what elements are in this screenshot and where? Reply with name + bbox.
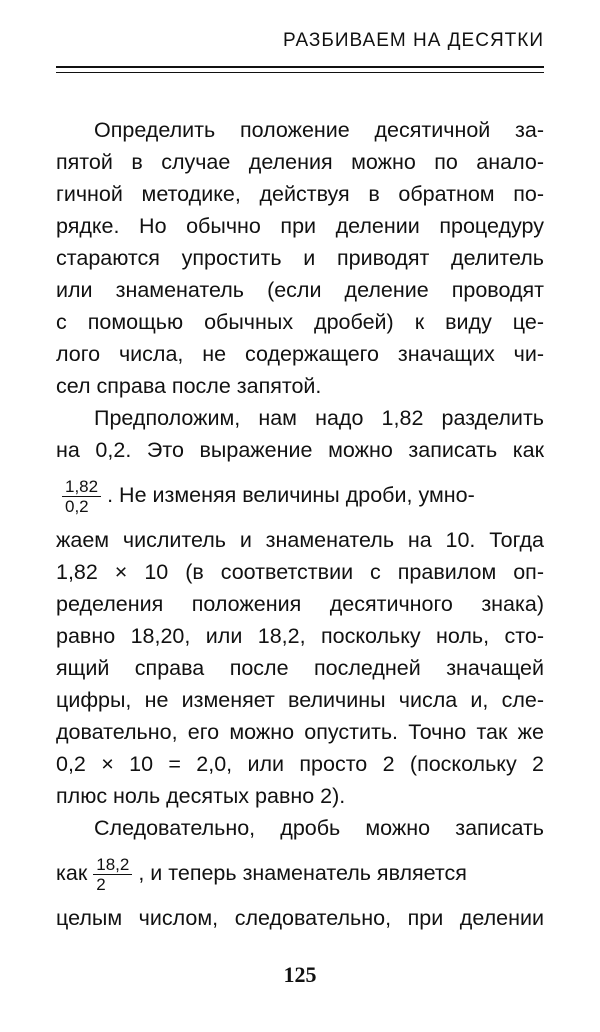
- fraction-denominator: 0,2: [65, 496, 89, 516]
- text-line: цифры, не изменяет величины числа и, сле-: [56, 688, 544, 712]
- text-line: довательно, его можно опустить. Точно так же: [56, 720, 544, 744]
- fraction-numerator: 18,2: [93, 855, 132, 875]
- text-line: ределения положения десятичного знака): [56, 592, 544, 616]
- text-line: ящий справа после последней значащей: [56, 656, 544, 680]
- text-line: Определить положение десятичной за-: [94, 118, 544, 142]
- text-line-with-fraction: [56, 466, 544, 524]
- header-rule-thin: [56, 72, 544, 73]
- text-line: лого числа, не содержащего значащих чи-: [56, 342, 544, 366]
- text-line: плюс ноль десятых равно 2).: [56, 784, 346, 808]
- text-line: стараются упростить и приводят делитель: [56, 246, 544, 270]
- text-line: жаем числитель и знаменатель на 10. Тогда: [56, 528, 544, 552]
- text-line: рядке. Но обычно при делении процедуру: [56, 214, 544, 238]
- text-fragment: . Не изменяя величины дроби, умно-: [107, 483, 475, 507]
- text-line: равно 18,20, или 18,2, поскольку ноль, сто-: [56, 624, 544, 648]
- text-line: с помощью обычных дробей) к виду це-: [56, 310, 544, 334]
- running-header: РАЗБИВАЕМ НА ДЕСЯТКИ: [283, 30, 544, 51]
- fraction-numerator: 1,82: [62, 477, 101, 497]
- header-rule-thick: [56, 66, 544, 68]
- fraction-1-82-over-0-2: [62, 477, 101, 516]
- fraction-18-2-over-2: [93, 855, 132, 894]
- text-line: или знаменатель (если деление проводят: [56, 278, 544, 302]
- page-number: 125: [283, 962, 317, 987]
- text-line: гичной методике, действуя в обратном по-: [56, 182, 544, 206]
- text-line: Следовательно, дробь можно записать: [94, 816, 544, 840]
- fraction-denominator: 2: [96, 874, 106, 894]
- body-text: [56, 114, 544, 934]
- text-line: Предположим, нам надо 1,82 разделить: [94, 406, 544, 430]
- text-line: целым числом, следовательно, при делении: [56, 906, 544, 930]
- text-line: на 0,2. Это выражение можно записать как: [56, 438, 544, 462]
- text-line: 1,82 × 10 (в соответствии с правилом оп-: [56, 560, 544, 584]
- text-line-with-fraction: [56, 844, 544, 902]
- text-line: сел справа после запятой.: [56, 374, 322, 398]
- text-fragment: как: [56, 861, 88, 885]
- text-fragment: , и теперь знаменатель является: [138, 861, 467, 885]
- text-line: 0,2 × 10 = 2,0, или просто 2 (поскольку 2: [56, 752, 544, 776]
- text-line: пятой в случае деления можно по анало-: [56, 150, 544, 174]
